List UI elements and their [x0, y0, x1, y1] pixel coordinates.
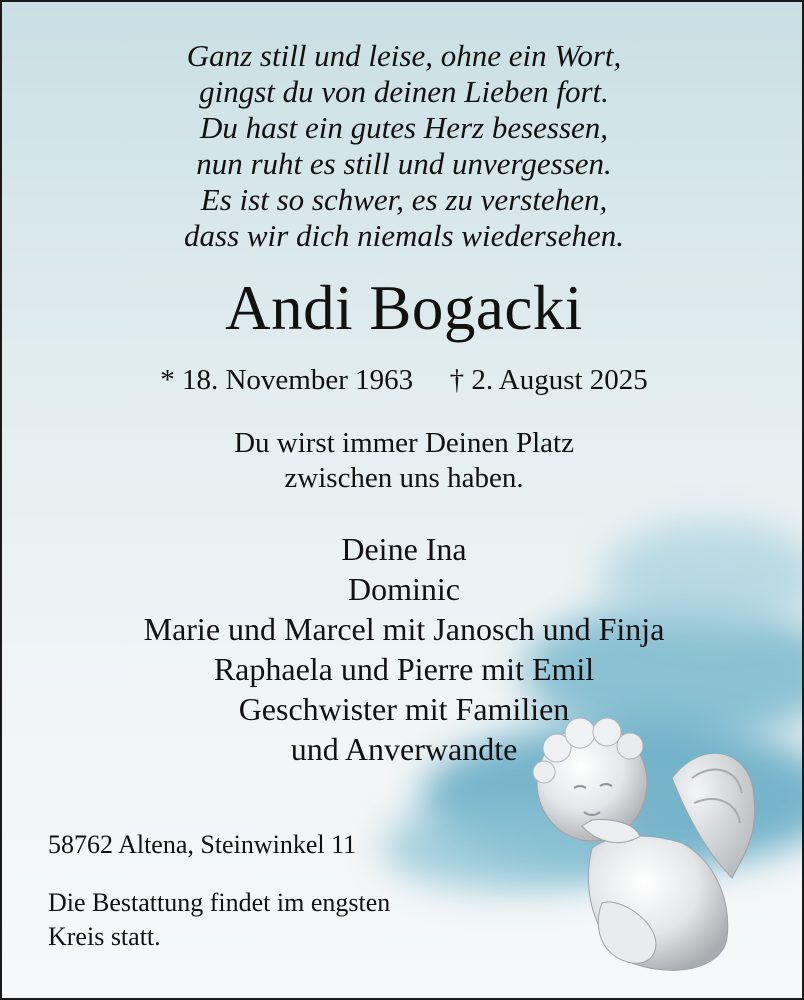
quote-line: Du wirst immer Deinen Platz — [234, 427, 574, 459]
poem-line: Ganz still und leise, ohne ein Wort, — [186, 38, 622, 73]
mourner-line: Marie und Marcel mit Janosch und Finja — [143, 611, 665, 647]
mourner-line: und Anverwandte — [290, 731, 518, 767]
address: 58762 Altena, Steinwinkel 11 — [48, 830, 357, 859]
poem-line: Es ist so schwer, es zu verstehen, — [200, 182, 608, 217]
poem-line: dass wir dich niemals wiedersehen. — [184, 218, 624, 253]
mourner-line: Raphaela und Pierre mit Emil — [213, 651, 595, 687]
notice-line: Die Bestattung findet im engsten — [48, 888, 391, 917]
poem-line: nun ruht es still und unvergessen. — [196, 146, 612, 181]
mourner-line: Dominic — [348, 571, 460, 607]
angel-figure-image — [522, 708, 772, 978]
deceased-name: Andi Bogacki — [225, 273, 583, 343]
funeral-notice — [48, 886, 390, 954]
quote-line: zwischen uns haben. — [284, 462, 524, 494]
mourner-line: Geschwister mit Familien — [238, 691, 570, 727]
poem-line: Du hast ein gutes Herz besessen, — [199, 110, 609, 145]
birth-date: * 18. November 1963 — [160, 364, 414, 396]
poem-line: gingst du von deinen Lieben fort. — [199, 74, 609, 109]
mourner-line: Deine Ina — [341, 531, 467, 567]
quote — [2, 426, 804, 496]
poem — [2, 38, 804, 254]
notice-line: Kreis statt. — [48, 922, 161, 951]
death-date: † 2. August 2025 — [449, 364, 648, 396]
life-dates — [2, 362, 804, 398]
